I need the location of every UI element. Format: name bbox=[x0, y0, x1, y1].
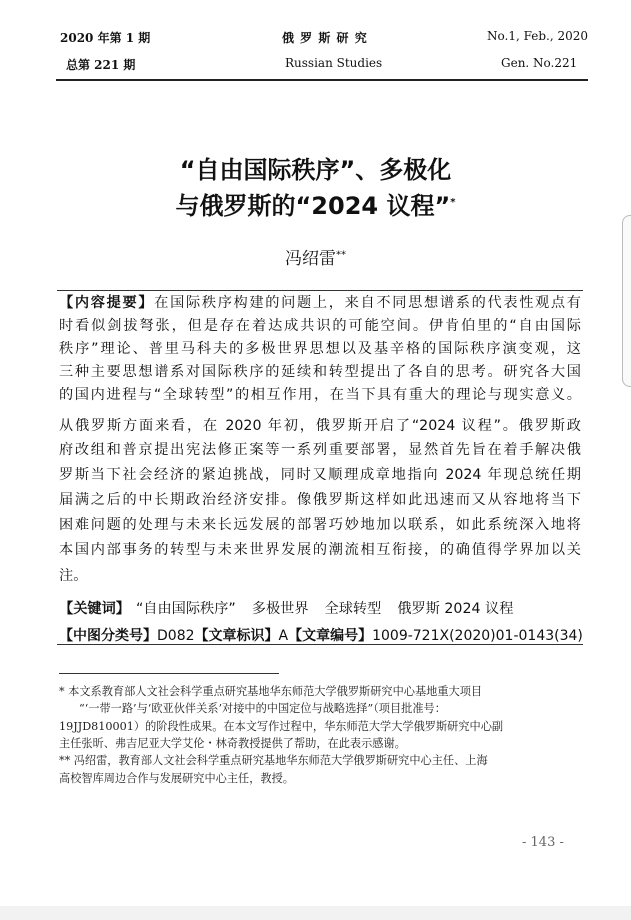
page-edge-tab bbox=[622, 215, 631, 387]
header-journal-en: Russian Studies bbox=[285, 56, 383, 70]
keyword: 俄罗斯 2024 议程 bbox=[397, 601, 514, 617]
footnote-line: 高校智库周边合作与发展研究中心主任，教授。 bbox=[59, 772, 294, 785]
abstract-top-rule bbox=[57, 290, 583, 291]
abstract-line: 注。 bbox=[59, 568, 88, 584]
abstract-bottom-rule bbox=[57, 644, 583, 645]
article-title-line1: “自由国际秩序”、多极化 bbox=[179, 156, 452, 184]
footnote-line: ** 冯绍雷，教育部人文社会科学重点研究基地华东师范大学俄罗斯研究中心主任、上海 bbox=[59, 754, 488, 767]
footnote-line: 19JJD810001）的阶段性成果。在本文写作过程中，华东师范大学大学俄罗斯研究中心副 bbox=[59, 720, 504, 733]
abstract-label: 【内容提要】 bbox=[59, 295, 155, 311]
abstract-line: 三种主要思想谱系对国际秩序的延续和转型提出了各自的思考。研究各大国 bbox=[59, 364, 581, 380]
article-number-label: 【文章编号】 bbox=[288, 628, 373, 644]
header-total-en: Gen. No.221 bbox=[501, 56, 578, 70]
author-footnote-mark: ** bbox=[336, 249, 346, 261]
keywords-label: 【关键词】 bbox=[59, 601, 130, 617]
title-footnote-mark: * bbox=[450, 197, 456, 208]
header-total-cn: 总第 221 期 bbox=[66, 58, 136, 72]
classification bbox=[59, 625, 583, 645]
keyword: 全球转型 bbox=[324, 601, 382, 617]
abstract-line: 从俄罗斯方面来看，在 2020 年初，俄罗斯开启了“2024 议程”。俄罗斯政 bbox=[59, 418, 581, 434]
class-number-value: D082 bbox=[157, 628, 195, 644]
header-rule bbox=[56, 79, 588, 81]
author-name: 冯绍雷 bbox=[285, 249, 336, 269]
abstract-line: 届满之后的中长期政治经济安排。像俄罗斯这样如此迅速而又从容地将当下 bbox=[59, 492, 581, 508]
header-issue-cn: 2020 年第 1 期 bbox=[60, 31, 151, 45]
page-number: - 143 - bbox=[522, 835, 564, 850]
abstract-line: 本国内部事务的转型与未来世界发展的潮流相互衔接，的确值得学界加以关 bbox=[59, 542, 581, 558]
header-journal-cn: 俄 罗 斯 研 究 bbox=[282, 31, 368, 45]
keyword: 多极世界 bbox=[251, 601, 309, 617]
doc-code-value: A bbox=[278, 628, 289, 644]
abstract-line: 困难问题的处理与未来长远发展的部署巧妙地加以联系，如此系统深入地将 bbox=[59, 517, 581, 533]
abstract-line: 秩序”理论、普里马科夫的多极世界思想以及基辛格的国际秩序演变观，这 bbox=[59, 341, 581, 357]
article-number-value: 1009-721X(2020)01-0143(34) bbox=[372, 628, 583, 644]
abstract-line: 时看似剑拔弩张，但是存在着达成共识的可能空间。伊肯伯里的“自由国际 bbox=[59, 318, 581, 334]
page-bottom-strip bbox=[0, 906, 631, 920]
footnote-rule bbox=[59, 673, 279, 674]
abstract-line: 罗斯当下社会经济的紧迫挑战，同时又顺理成章地指向 2024 年现总统任期 bbox=[59, 467, 581, 483]
abstract-line: 的国内进程与“全球转型”的相互作用，在当下具有重大的理论与现实意义。 bbox=[59, 387, 581, 403]
footnote-line: “‘一带一路’与‘欧亚伙伴关系’对接中的中国定位与战略选择”（项目批准号： bbox=[79, 702, 446, 715]
abstract-line: 【内容提要】在国际秩序构建的问题上，来自不同思想谱系的代表性观点有 bbox=[59, 295, 581, 311]
footnote-line: * 本文系教育部人文社会科学重点研究基地华东师范大学俄罗斯研究中心基地重大项目 bbox=[59, 685, 483, 698]
doc-code-label: 【文章标识】 bbox=[194, 628, 279, 644]
header-issue-en: No.1, Feb., 2020 bbox=[487, 29, 589, 43]
class-number-label: 【中图分类号】 bbox=[59, 628, 157, 644]
keyword: “自由国际秩序” bbox=[135, 601, 236, 617]
abstract-line: 府改组和普京提出宪法修正案等一系列重要部署，显然首先旨在着手解决俄 bbox=[59, 442, 581, 458]
author bbox=[0, 244, 631, 269]
footnote-line: 主任张昕、弗吉尼亚大学艾伦・林奇教授提供了帮助，在此表示感谢。 bbox=[59, 737, 406, 750]
keywords bbox=[59, 598, 529, 618]
article-title-line2: 与俄罗斯的“2024 议程”* bbox=[175, 192, 456, 220]
